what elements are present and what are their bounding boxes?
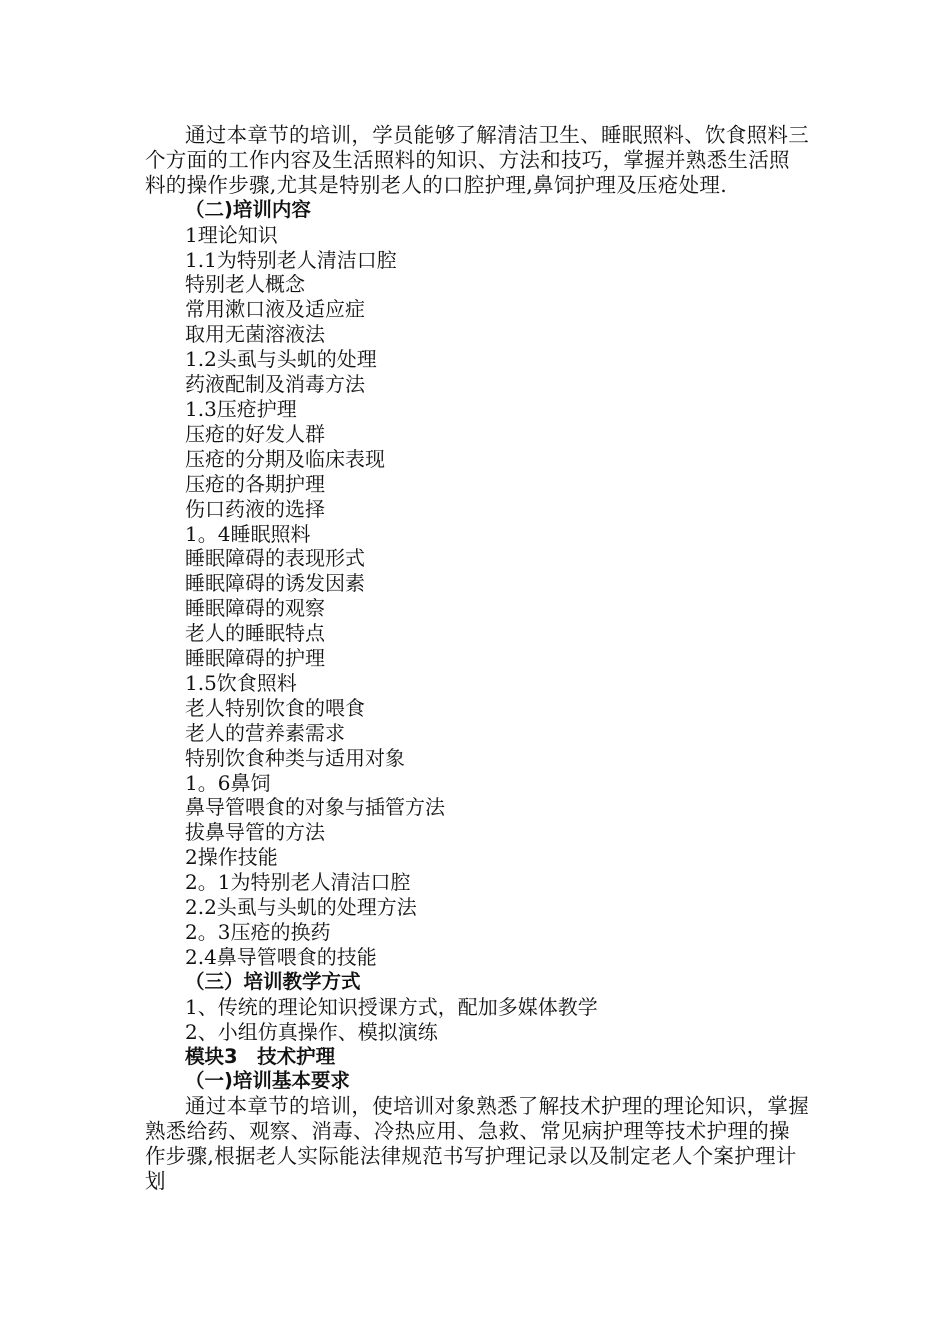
module-heading: 模块3 技术护理	[185, 1044, 336, 1068]
content-line: 取用无菌溶液法	[185, 322, 325, 347]
content-line: 2。3压疮的换药	[185, 920, 331, 944]
content-line: 老人的营养素需求	[185, 720, 345, 745]
section-heading-basic-requirements: （一)培训基本要求	[185, 1069, 350, 1093]
content-line: 伤口药液的选择	[185, 496, 325, 521]
content-line: 2操作技能	[185, 845, 278, 870]
content-line: 1.2头虱与头虮的处理	[185, 347, 377, 372]
content-line: 压疮的好发人群	[185, 421, 325, 446]
requirements-paragraph: 通过本章节的培训，使培训对象熟悉了解技术护理的理论知识，掌握熟悉给药、观察、消毒、冷热应用、急救、常见病护理等技术护理的操作步骤,根据老人实际能法律规范书写护理记录以及制定老人个案护理计划	[145, 1094, 809, 1194]
content-line: 睡眠障碍的护理	[185, 646, 325, 671]
method-line: 2、小组仿真操作、模拟演练	[185, 1019, 438, 1044]
content-line: 睡眠障碍的表现形式	[185, 546, 365, 571]
content-line: 1.3压疮护理	[185, 396, 297, 421]
content-line: 2。1为特别老人清洁口腔	[185, 870, 411, 895]
intro-paragraph: 通过本章节的培训，学员能够了解清洁卫生、睡眠照料、饮食照料三个方面的工作内容及生活照料的知识、方法和技巧，掌握并熟悉生活照料的操作步骤,尤其是特别老人的口腔护理,鼻饲护理及压疮处理.	[145, 123, 809, 197]
content-line: 特别饮食种类与适用对象	[185, 745, 405, 770]
content-line: 2.2头虱与头虮的处理方法	[185, 895, 417, 920]
content-line: 1.1为特别老人清洁口腔	[185, 247, 397, 272]
content-line: 压疮的分期及临床表现	[185, 446, 385, 471]
content-line: 老人的睡眠特点	[185, 621, 325, 646]
content-line: 鼻导管喂食的对象与插管方法	[185, 795, 445, 820]
content-line: 睡眠障碍的观察	[185, 596, 325, 621]
content-line: 拔鼻导管的方法	[185, 820, 325, 845]
method-line: 1、传统的理论知识授课方式，配加多媒体教学	[185, 994, 598, 1019]
content-line: 老人特别饮食的喂食	[185, 695, 365, 720]
document-page	[145, 123, 810, 1194]
content-line: 1。4睡眠照料	[185, 521, 311, 546]
content-line: 药液配制及消毒方法	[185, 372, 365, 397]
content-line: 1.5饮食照料	[185, 670, 297, 695]
section-heading-training-content: （二)培训内容	[185, 197, 311, 221]
content-line: 睡眠障碍的诱发因素	[185, 571, 365, 596]
content-line: 1理论知识	[185, 222, 278, 247]
content-line: 压疮的各期护理	[185, 471, 325, 496]
content-line: 2.4鼻导管喂食的技能	[185, 944, 377, 969]
content-line: 常用漱口液及适应症	[185, 297, 365, 322]
content-line: 1。6鼻饲	[185, 770, 271, 795]
content-line: 特别老人概念	[185, 272, 305, 297]
section-heading-teaching-method: （三）培训教学方式	[185, 969, 361, 993]
